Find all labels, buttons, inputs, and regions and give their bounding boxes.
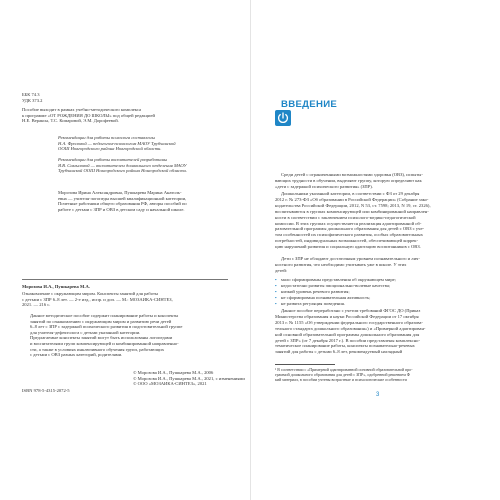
list-item: • не развита регуляция поведения. xyxy=(275,301,475,307)
list-item: • недостаточно развиты эмоционально-волевые качества; xyxy=(275,283,475,289)
isbn: ISBN 978-5-4315-2072-5 xyxy=(22,388,70,393)
list-item: • не сформирована познавательная активность; xyxy=(275,295,475,301)
list-item: • мало сформированы представления об окружающем мире; xyxy=(275,277,475,283)
divider xyxy=(22,279,228,280)
right-page xyxy=(250,0,500,500)
catalog-authors: Морозова И.А., Пушкарева М.А. xyxy=(22,284,90,289)
paragraph-1: Среди детей с ограниченными возможностями здоровья (ОВЗ), испыты- вающих трудности в обучении, выделяют группу, которую определяют как «дети с задержкой психического развития» (ЗПР). xyxy=(275,172,423,189)
teacher-recommendation: Рекомендации для работы воспитателей разработаны Я.В. Самыловой — воспитателем дошкольного отделения МАОУ Трубчанской ООШ Новгородского района Новгородской области. xyxy=(58,157,187,174)
paragraph-4: Данное пособие переработано с учетом требований ФГОС ДО (Приказ Министерства образования и науки Российской Федерации от 17 октября 2013 г. № 1155 «Об утверждении федерального государственного образова- тельного стандарта дошкольного образования») и «Примерной адаптирован- ной основной образовательной программы дошкольного образования для детей с ЗПР» (от 7 декабря 2017 г.). В пособии представлены комплексно- тематическое планирование работы, конспекты познавательно-речевых занятий для работы с детьми 6–8 лет, рекомендуемый наглядный xyxy=(275,308,426,355)
power-icon xyxy=(275,110,291,126)
bbk-udk: ББК 74.3 УДК 373.2 xyxy=(22,92,43,103)
footnote: ¹ В соответствии с «Примерной адаптированной основной образовательной про- граммой дошкольного образования для детей с ЗПР», одобренной решением Ф кий материал, в пособии учтены возрастные и психологические особенности xyxy=(275,367,413,382)
page-number: 3 xyxy=(376,392,380,398)
paragraph-3: Дети с ЗПР не обладают достаточным уровнем познавательного и лич- ностного развития, что необходимо учитывать уже в школе. У этих детей: xyxy=(275,256,420,273)
intro-note: Пособие выходит в рамках учебно-методического комплекса к программе «ОТ РОЖДЕНИЯ ДО ШКОЛЫ» под общей редакцией Н.Е. Вераксы, Т.С. Комаровой, Э.М. Дорофеевой. xyxy=(22,107,156,124)
list-item: • низкий уровень речевого развития; xyxy=(275,289,475,295)
catalog-title: Ознакомление с окружающим миром. Конспекты занятий для работы с детьми с ЗПР 6–8 лет. — 2-е изд., испр. и доп. — М.: МОЗАИКА-СИНТЕЗ, 2021. — 216 с. xyxy=(22,291,173,308)
copyright: © Морозова И.А., Пушкарева М.А., 2006 © Морозова И.А., Пушкарева М.А., 2021, с изменениями © ООО «МОЗАИКА-СИНТЕЗ», 2021 xyxy=(133,370,245,387)
annotation: Данное методическое пособие содержит планирование работы и конспекты занятий по ознакомлению с окружающим миром и развитию речи детей 6–8 лет с ЗПР с задержкой психического развития в подготовительной группе для учителя-дефектолога с детьми указанной категории. Предлагаемые конспекты занятий могут быть использованы логопедами и воспитателями групп компенсирующей и комбинированной направленно- сти, а также в условиях инклюзивного обучения групп, работающих с детьми с ОВЗ разных категорий, родителями. xyxy=(30,313,183,358)
section-heading: ВВЕДЕНИЕ xyxy=(281,99,338,110)
authors-bio: Морозова Ирина Александровна, Пушкарева Марина Анатоль- евна — учителя-логопеды высшей квалификационной категории, Почетные работники общего образования РФ, авторы пособий по работе с детьми с ЗПР и ОВЗ в детском саду и начальной школе. xyxy=(58,190,187,212)
footnote-divider xyxy=(275,364,335,365)
paragraph-2: Дошкольники указанной категории, в соответствии с ФЗ от 29 декабря 2012 г. № 273-ФЗ «Об образовании в Российской Федерации» (Собрание зако- нодательства Российской Федерации, 2012, N 53, ст. 7598; 2013, N 19, ст. 2326), воспитываются в группах компенсирующей или комбинированной направлен- ности в соответствии с заключением психолого-медико-педагогической комиссии. В этих группах осуществляется реализация адаптированной об- разовательной программы дошкольного образования для детей с ОВЗ с уче- том особенностей их психофизического развития, особых образовательных потребностей, индивидуальных возможностей, обеспечивающей коррек- цию нарушений развития и социальную адаптацию воспитанников с ОВЗ. xyxy=(275,191,431,250)
features-list xyxy=(275,277,475,307)
psychologist-recommendation: Рекомендации для работы психолога составлены Н.А. Фроловой — педагогом-психологом МАОУ Трубчанской ООШ Новгородского района Новгородской области. xyxy=(58,135,176,152)
